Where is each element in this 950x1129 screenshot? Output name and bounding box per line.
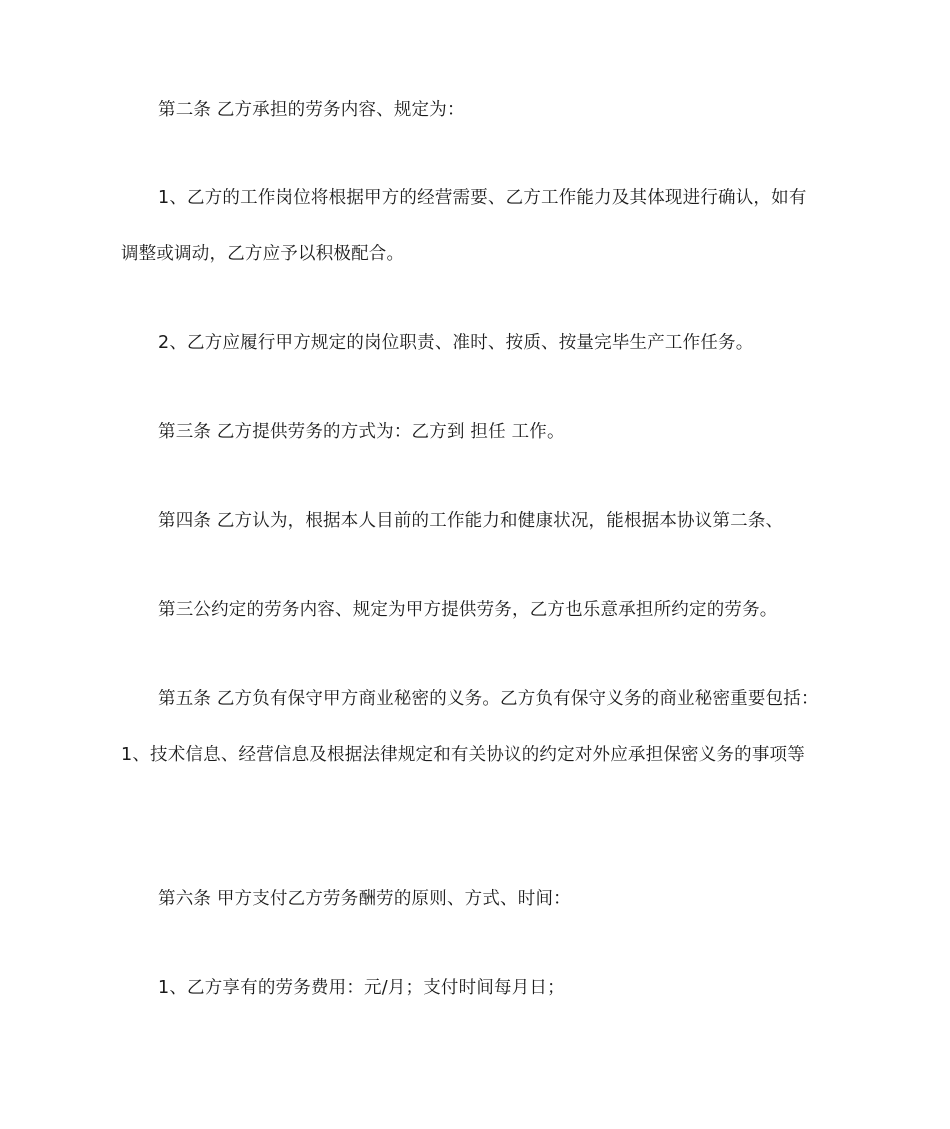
article-5: 第五条 乙方负有保守甲方商业秘密的义务。乙方负有保守义务的商业秘密重要包括： [158, 689, 819, 709]
article-2-clause-1: 1、乙方的工作岗位将根据甲方的经营需要、乙方工作能力及其体现进行确认，如有 [158, 188, 807, 208]
article-2-heading: 第二条 乙方承担的劳务内容、规定为： [158, 100, 465, 120]
article-3: 第三条 乙方提供劳务的方式为：乙方到 担任 工作。 [158, 422, 565, 442]
article-2-clause-1-continued: 调整或调动，乙方应予以积极配合。 [121, 244, 405, 264]
article-4: 第四条 乙方认为，根据本人目前的工作能力和健康状况，能根据本协议第二条、 [158, 511, 784, 531]
article-5-clause-1: 1、技术信息、经营信息及根据法律规定和有关协议的约定对外应承担保密义务的事项等 [121, 745, 805, 765]
article-6-clause-1: 1、乙方享有的劳务费用：元/月；支付时间每月日； [158, 978, 565, 998]
article-4-continued: 第三公约定的劳务内容、规定为甲方提供劳务，乙方也乐意承担所约定的劳务。 [158, 600, 778, 620]
article-6-heading: 第六条 甲方支付乙方劳务酬劳的原则、方式、时间： [158, 889, 571, 909]
article-2-clause-2: 2、乙方应履行甲方规定的岗位职责、准时、按质、按量完毕生产工作任务。 [158, 333, 754, 353]
